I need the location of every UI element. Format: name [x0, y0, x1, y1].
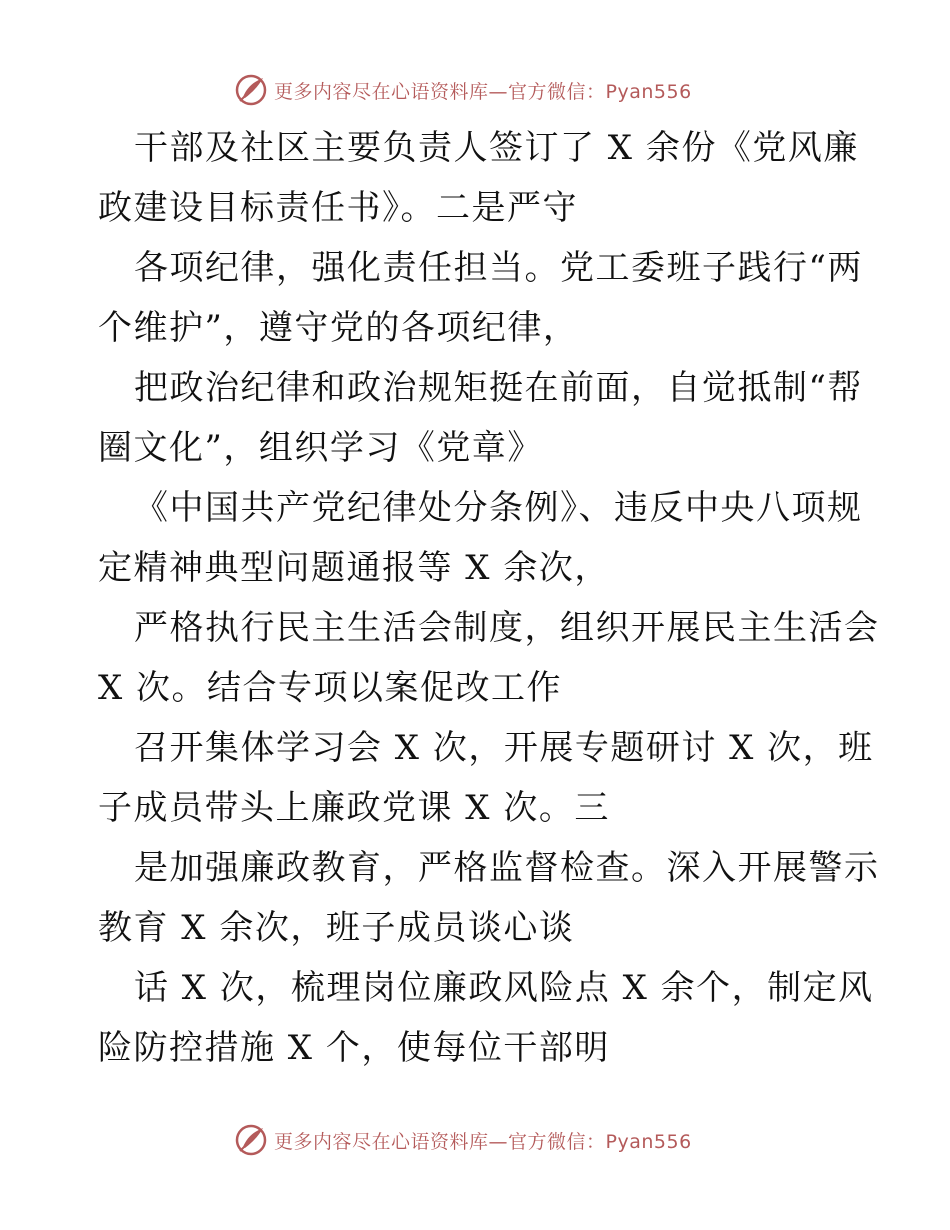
text-line: 把政治纪律和政治规矩挺在前面，自觉抵制“帮 — [134, 368, 863, 408]
text-line: 政建设目标责任书》。二是严守 — [98, 188, 578, 228]
text-line: 险防控措施 X 个，使每位干部明 — [98, 1028, 610, 1068]
quill-logo-icon — [234, 73, 268, 107]
document-body — [98, 118, 880, 1078]
text-line: 是加强廉政教育，严格监督检查。深入开展警示 — [134, 848, 880, 888]
quill-logo-icon — [234, 1123, 268, 1157]
watermark-text: 更多内容尽在心语资料库—官方微信：Pyan556 — [274, 80, 692, 103]
text-line: 话 X 次，梳理岗位廉政风险点 X 余个，制定风 — [134, 968, 874, 1008]
text-line: 圈文化”，组织学习《党章》 — [98, 428, 543, 468]
text-line: 干部及社区主要负责人签订了 X 余份《党风廉 — [134, 128, 859, 168]
text-line: 定精神典型问题通报等 X 余次， — [98, 548, 610, 588]
text-line: 召开集体学习会 X 次，开展专题研讨 X 次，班 — [134, 728, 874, 768]
text-line: 子成员带头上廉政党课 X 次。三 — [98, 788, 610, 828]
text-line: 各项纪律，强化责任担当。党工委班子践行“两 — [134, 248, 863, 288]
text-line: 教育 X 余次，班子成员谈心谈 — [98, 908, 575, 948]
watermark-footer — [234, 1122, 692, 1158]
watermark-header — [234, 72, 692, 108]
text-line: 严格执行民主生活会制度，组织开展民主生活会 — [134, 608, 880, 648]
watermark-text: 更多内容尽在心语资料库—官方微信：Pyan556 — [274, 1130, 692, 1153]
text-line: 个维护”，遵守党的各项纪律， — [98, 308, 579, 348]
text-line: 《中国共产党纪律处分条例》、违反中央八项规 — [134, 488, 863, 528]
text-line: X 次。结合专项以案促改工作 — [98, 668, 563, 708]
